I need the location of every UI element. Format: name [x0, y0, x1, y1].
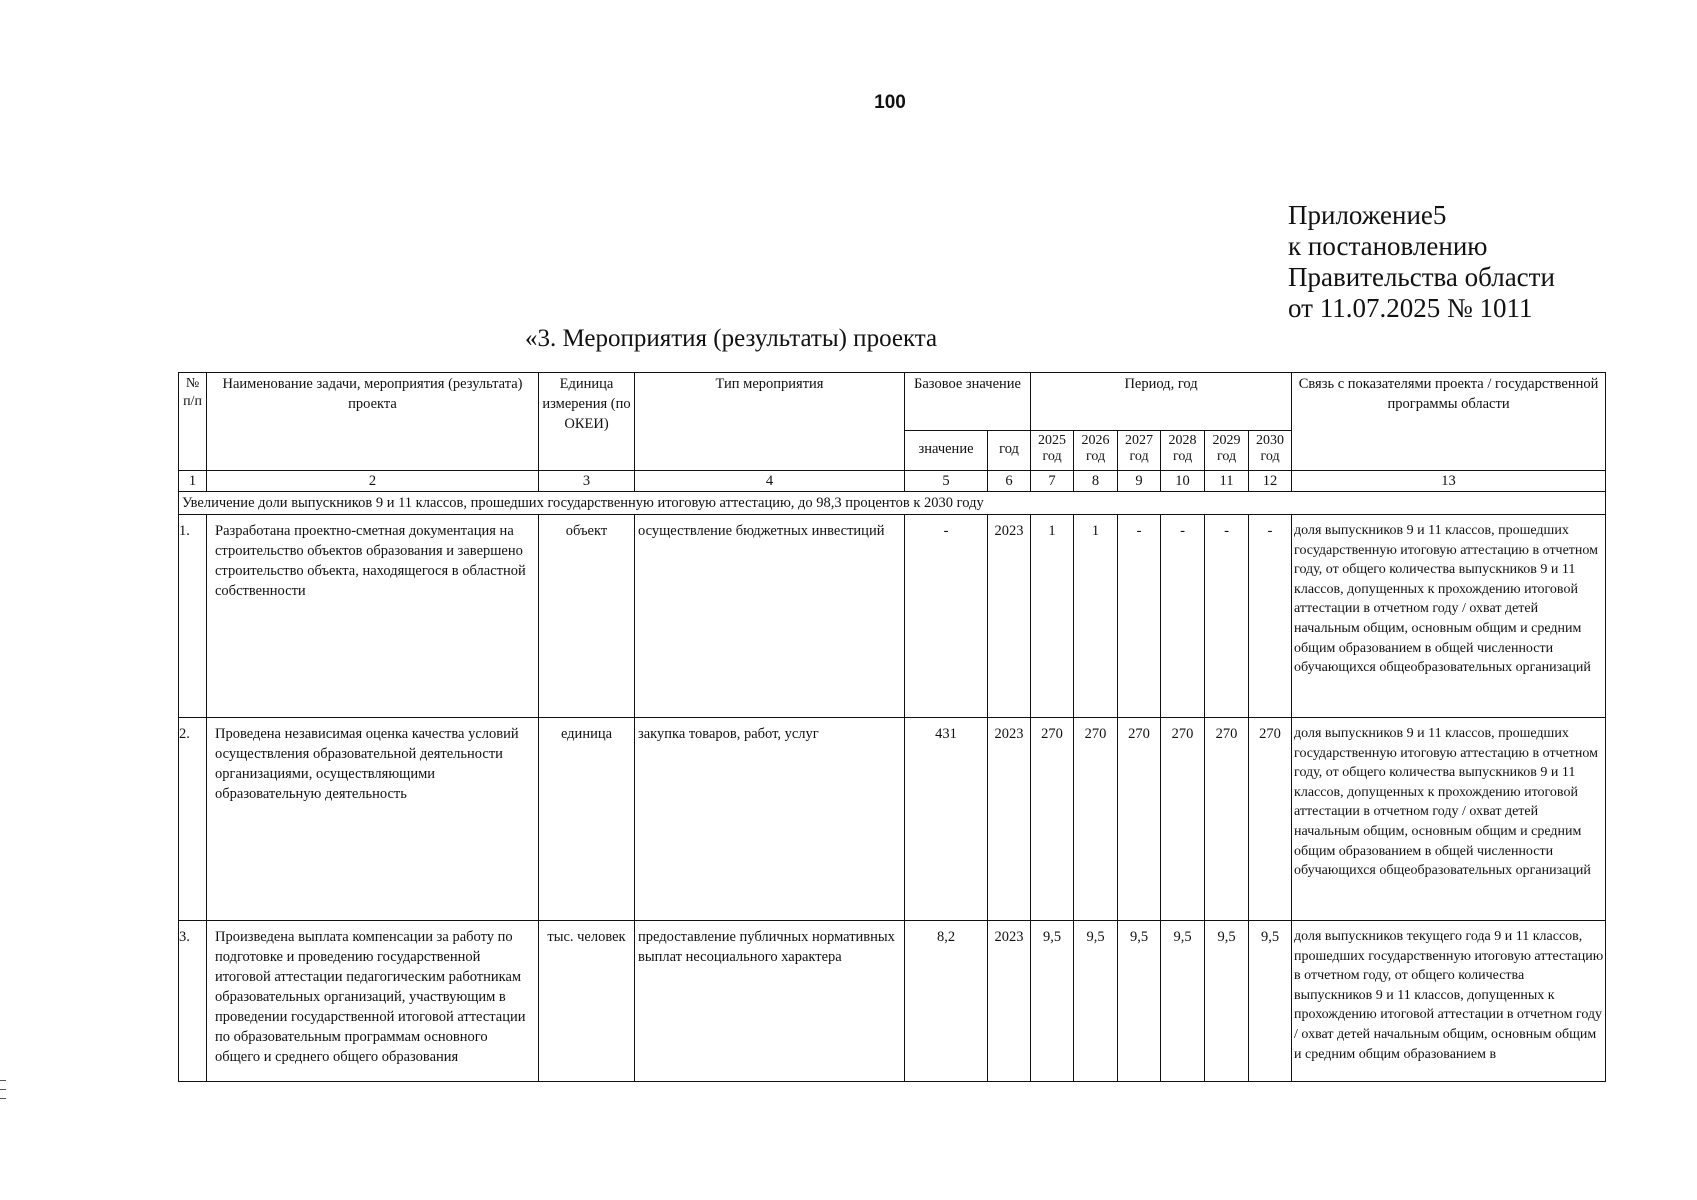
header-row-1: [179, 373, 1606, 413]
page-number: 100: [874, 92, 906, 113]
row-unit: объект: [539, 515, 635, 718]
column-number: 3: [539, 471, 635, 492]
row-type: предоставление публичных нормативных выплат несоциального характера: [635, 921, 905, 1082]
appendix-line-3: Правительства области: [1288, 262, 1555, 292]
row-name: Произведена выплата компенсации за работу по подготовке и проведению государственной итоговой аттестации педагогическим работникам образовательных организаций, участвующим в проведении государственной итоговой аттестации по образовательным программам основного общего и среднего общего образования: [207, 921, 539, 1082]
goal-row: [179, 492, 1606, 515]
column-number: 5: [905, 471, 988, 492]
row-unit: тыс. человек: [539, 921, 635, 1082]
row-type: закупка товаров, работ, услуг: [635, 718, 905, 921]
column-number: 6: [988, 471, 1031, 492]
row-link: доля выпускников текущего года 9 и 11 классов, прошедших государственную итоговую аттестацию в отчетном году, от общего количества выпускников 9 и 11 классов, допущенных к прохождению итоговой аттестации в отчетном году / охват детей начальным общим, основным общим и средним общим образованием в: [1292, 921, 1606, 1082]
row-value-2027: -: [1118, 515, 1161, 718]
header-year-2027: 2027 год: [1118, 431, 1161, 471]
appendix-line-2: к постановлению: [1288, 231, 1488, 261]
table-row: [179, 718, 1606, 921]
column-number: 8: [1074, 471, 1118, 492]
row-value-2027: 270: [1118, 718, 1161, 921]
appendix-block: [1288, 200, 1555, 324]
column-number: 2: [207, 471, 539, 492]
row-base-value: 431: [905, 718, 988, 921]
row-num: 1.: [179, 515, 207, 718]
row-num: 2.: [179, 718, 207, 921]
column-number: 9: [1118, 471, 1161, 492]
row-value-2029: 9,5: [1205, 921, 1249, 1082]
row-value-2030: -: [1249, 515, 1292, 718]
header-base: Базовое значение: [905, 373, 1031, 431]
row-base-value: 8,2: [905, 921, 988, 1082]
goal-text: Увеличение доли выпускников 9 и 11 классов, прошедших государственную итоговую аттестацию, до 98,3 процентов к 2030 году: [179, 492, 1606, 515]
row-value-2026: 1: [1074, 515, 1118, 718]
column-number: 1: [179, 471, 207, 492]
header-unit: Единица измерения (по ОКЕИ): [539, 373, 635, 471]
row-value-2026: 270: [1074, 718, 1118, 921]
row-value-2026: 9,5: [1074, 921, 1118, 1082]
header-num: № п/п: [179, 373, 207, 471]
row-value-2027: 9,5: [1118, 921, 1161, 1082]
row-name: Проведена независимая оценка качества условий осуществления образовательной деятельности организациями, осуществляющими образовательную деятельность: [207, 718, 539, 921]
header-base-value: значение: [905, 431, 988, 471]
row-value-2030: 270: [1249, 718, 1292, 921]
appendix-line-4: от 11.07.2025 № 1011: [1288, 293, 1533, 323]
header-link: Связь с показателями проекта / государственной программы области: [1292, 373, 1606, 471]
header-name: Наименование задачи, мероприятия (результата) проекта: [207, 373, 539, 471]
column-number: 10: [1161, 471, 1205, 492]
row-value-2028: -: [1161, 515, 1205, 718]
row-value-2025: 1: [1031, 515, 1074, 718]
measures-table: [178, 372, 1606, 1082]
appendix-line-1: Приложение5: [1288, 200, 1447, 230]
row-value-2025: 9,5: [1031, 921, 1074, 1082]
header-period: Период, год: [1031, 373, 1292, 413]
column-number: 11: [1205, 471, 1249, 492]
header-period-spacer: [1031, 413, 1292, 431]
column-number: 13: [1292, 471, 1606, 492]
row-value-2029: -: [1205, 515, 1249, 718]
row-value-2028: 9,5: [1161, 921, 1205, 1082]
row-name: Разработана проектно-сметная документация на строительство объектов образования и завершено строительство объекта, находящегося в областной собственности: [207, 515, 539, 718]
header-year-2029: 2029 год: [1205, 431, 1249, 471]
document-title: «3. Мероприятия (результаты) проекта: [525, 325, 938, 352]
row-base-year: 2023: [988, 921, 1031, 1082]
scan-edge-marks: [0, 1080, 6, 1107]
row-base-value: -: [905, 515, 988, 718]
table-row: [179, 921, 1606, 1082]
row-link: доля выпускников 9 и 11 классов, прошедших государственную итоговую аттестацию в отчетном году, от общего количества выпускников 9 и 11 классов, допущенных к прохождению итоговой аттестации в отчетном году / охват детей начальным общим, основным общим и средним общим образованием в общей численности обучающихся общеобразовательных организаций: [1292, 515, 1606, 718]
column-numbers-row: [179, 471, 1606, 492]
header-year-2025: 2025 год: [1031, 431, 1074, 471]
row-value-2029: 270: [1205, 718, 1249, 921]
row-num: 3.: [179, 921, 207, 1082]
header-base-year: год: [988, 431, 1031, 471]
header-year-2026: 2026 год: [1074, 431, 1118, 471]
row-base-year: 2023: [988, 718, 1031, 921]
header-year-2030: 2030 год: [1249, 431, 1292, 471]
row-link: доля выпускников 9 и 11 классов, прошедших государственную итоговую аттестацию в отчетном году, от общего количества выпускников 9 и 11 классов, допущенных к прохождению итоговой аттестации в отчетном году / охват детей начальным общим, основным общим и средним общим образованием в общей численности обучающихся общеобразовательных организаций: [1292, 718, 1606, 921]
column-number: 7: [1031, 471, 1074, 492]
column-number: 12: [1249, 471, 1292, 492]
row-type: осуществление бюджетных инвестиций: [635, 515, 905, 718]
scan-mark: [0, 1098, 6, 1099]
row-value-2030: 9,5: [1249, 921, 1292, 1082]
table-row: [179, 515, 1606, 718]
scan-mark: [0, 1089, 6, 1090]
scan-mark: [0, 1080, 6, 1081]
row-value-2028: 270: [1161, 718, 1205, 921]
row-unit: единица: [539, 718, 635, 921]
row-base-year: 2023: [988, 515, 1031, 718]
column-number: 4: [635, 471, 905, 492]
header-type: Тип мероприятия: [635, 373, 905, 471]
header-year-2028: 2028 год: [1161, 431, 1205, 471]
row-value-2025: 270: [1031, 718, 1074, 921]
